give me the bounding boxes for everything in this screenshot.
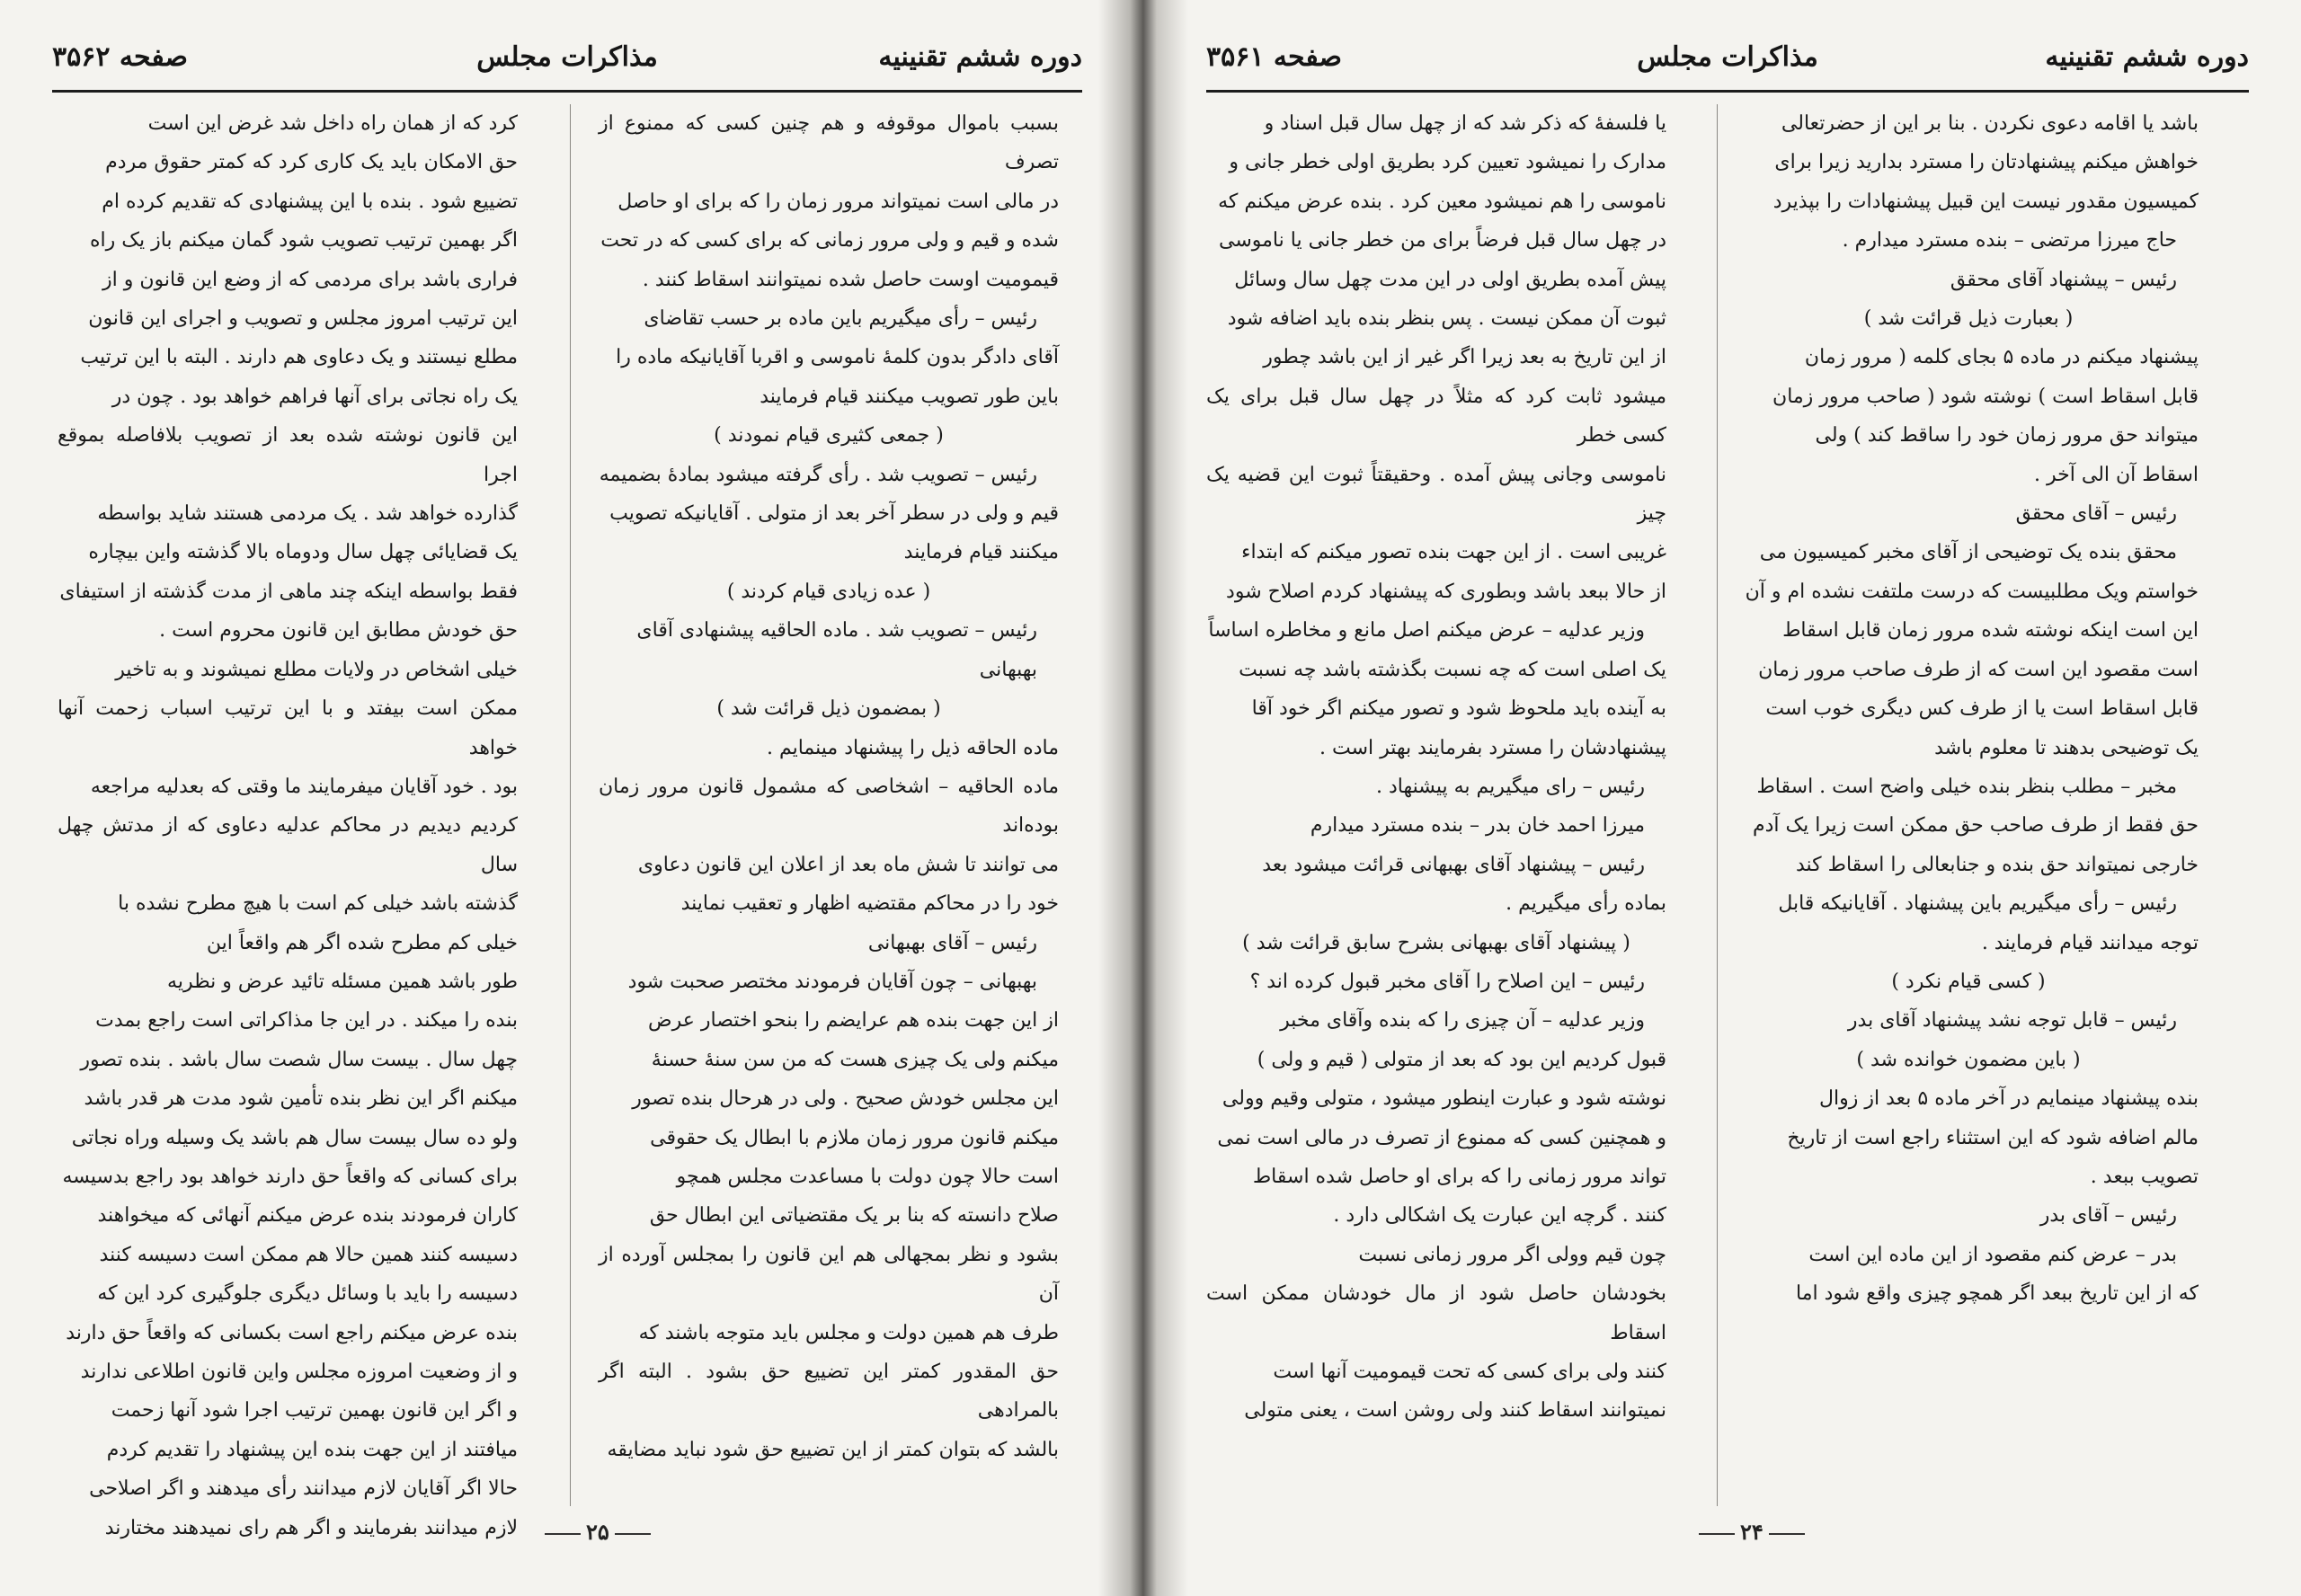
text-line: ( بمضمون ذیل قرائت شد ) [716,697,941,721]
left-page [0,0,1134,1596]
text-line: خارجی نمیتواند حق بنده و جنابعالی را اسقاط کند [1795,853,2199,876]
text-line: گذشته باشد خیلی کم است با هیچ مطرح نشده با [118,892,518,916]
text-line: میشود ثابت کرد که مثلاً در چهل سال قبل برای یک کسی خطر [1206,385,1666,448]
text-line: ناموسی وجانی پیش آمده . وحقیقتاً ثبوت این قضیه یک چیز [1206,463,1666,526]
text-line: آقای دادگر بدون کلمهٔ ناموسی و اقربا آقایانیکه ماده را [616,346,1059,369]
right-header-page-number: صفحه ۳۵۶۱ [1206,41,1342,73]
text-line: بماده رأی میگیریم . [1506,892,1666,916]
left-page-header [52,41,1082,86]
left-page-left-column [58,104,518,1539]
text-line: وزیر عدلیه – آن چیزی را که بنده وآقای مخبر [1280,1009,1645,1033]
right-page [1154,0,2301,1596]
text-line: میکنم اگر این نظر بنده تأمین شود مدت هر قدر باشد [84,1087,518,1111]
text-line: یا فلسفهٔ که ذکر شد که از چهل سال قبل اسناد و [1264,112,1666,135]
text-line: از این تاریخ به بعد زیرا اگر غیر از این باشد چطور [1263,346,1666,369]
text-line: رئیس – آقای بدر [2039,1204,2177,1228]
right-footer-number: ۲۴ [1740,1519,1764,1545]
text-line: رئیس – پیشنهاد آقای محقق [1950,268,2177,291]
text-line: حالا اگر آقایان لازم میدانند رأی میدهند و اگر اصلاحی [89,1477,518,1501]
text-line: رئیس – آقای بهبهانی [867,931,1037,954]
text-line: و از وضعیت امروزه مجلس واین قانون اطلاعی ندارند [80,1361,518,1383]
text-line: ( باین مضمون خوانده شد ) [1856,1048,2081,1071]
text-line: میرزا احمد خان بدر – بنده مسترد میدارم [1310,814,1645,838]
text-line: است حالا چون دولت با مساعدت مجلس همچو [676,1165,1059,1188]
text-line: میافتند از این جهت بنده این پیشنهاد را تقدیم کردم [106,1438,518,1461]
text-line: می توانند تا شش ماه بعد از اعلان این قانون دعاوی [637,853,1059,876]
text-line: قبول کردیم این بود که بعد از متولی ( قیم و ولی ) [1257,1048,1666,1071]
text-line: رئیس – تصویب شد . ماده الحاقیه پیشنهادی آقای [636,619,1037,643]
text-line: طرف هم همین دولت و مجلس باید متوجه باشند که [638,1321,1059,1344]
text-line: رئیس – رأی میگیریم باین ماده بر حسب تقاضای [644,307,1037,331]
text-line: است مقصود این است که از طرف صاحب مرور زمان [1758,658,2199,681]
text-line: که از این تاریخ ببعد اگر همچو چیزی واقع شود اما [1796,1282,2199,1306]
text-line: قابل اسقاط است ) نوشته شود ( صاحب مرور زمان [1772,385,2199,408]
text-line: حق المقدور کمتر این تضییع حق بشود . البته اگر بالمرادهی [599,1361,1059,1423]
text-line: چون قیم وولی اگر مرور زمانی نسبت [1358,1243,1666,1266]
text-line: کاران فرمودند بنده عرض میکنم آنهائی که میخواهند [97,1204,518,1228]
text-line: ( پیشنهاد آقای بهبهانی بشرح سابق قرائت شد ) [1242,931,1630,954]
text-line: مدارک را نمیشود تعیین کرد بطریق اولی خطر جانی و [1229,151,1666,174]
text-line: نوشته شود و عبارت اینطور میشود ، متولی وقیم وولی [1222,1087,1666,1111]
text-line: رئیس – پیشنهاد آقای بهبهانی قرائت میشود بعد [1262,853,1645,876]
right-page-left-column [1206,104,1666,1506]
text-line: رئیس – تصویب شد . رأی گرفته میشود بمادهٔ بضمیمه [599,463,1037,486]
left-header-journal: مذاکرات مجلس [476,41,658,73]
text-line: بشود و نظر بمجهالی هم این قانون را بمجلس آورده از آن [599,1243,1059,1306]
text-line: رئیس – این اصلاح را آقای مخبر قبول کرده اند ؟ [1249,970,1645,993]
text-line: گذارده خواهد شد . یک مردمی هستند شاید بواسطه [97,502,518,526]
text-line: یک توضیحی بدهند تا معلوم باشد [1934,736,2199,759]
text-line: باین طور تصویب میکنند قیام فرمایند [760,385,1059,408]
text-line: حاج میرزا مرتضی – بنده مسترد میدارم . [1842,229,2177,253]
text-line: قیمومیت اوست حاصل شده نمیتوانند اسقاط کنند . [642,268,1059,291]
text-line: تواند مرور زمانی را که برای او حاصل شده اسقاط [1252,1165,1666,1188]
text-line: رئیس – آقای محقق [2015,502,2177,526]
right-header-session: دوره ششم تقنینیه [2045,41,2249,73]
right-page-right-column [1738,104,2199,1506]
text-line: این قانون نوشته شده بعد از تصویب بلافاصله بموقع اجرا [58,424,518,486]
text-line: ماده الحاقیه – اشخاصی که مشمول قانون مرور زمان بوده‌اند [599,775,1059,838]
text-line: مخبر – مطلب بنظر بنده خیلی واضح است . اسقاط [1756,775,2177,798]
text-line: رئیس – قابل توجه نشد پیشنهاد آقای بدر [1847,1009,2177,1033]
text-line: کنند ولی برای کسی که تحت قیمومیت آنها است [1273,1361,1666,1383]
text-line: غریبی است . از این جهت بنده تصور میکنم که ابتداء [1241,541,1666,564]
text-line: شده و قیم و ولی مرور زمانی که برای کسی که در تحت [600,229,1059,253]
text-line: دسیسه را باید با وسائل دیگری جلوگیری کرد این که [97,1282,518,1306]
text-line: بنده را میکند . در این جا مذاکراتی است راجع بمدت [95,1009,518,1033]
left-page-footer [539,1519,656,1545]
text-line: بنده عرض میکنم راجع است بکسانی که واقعاً حق دارند [66,1321,518,1344]
text-line: از حالا ببعد باشد وبطوری که پیشنهاد کردم اصلاح شود [1226,580,1666,603]
text-line: قیم و ولی در سطر آخر بعد از متولی . آقایانیکه تصویب [609,502,1059,526]
text-line: مالم اضافه شود که این استثناء راجع است از تاریخ [1787,1126,2199,1149]
left-page-right-column [599,104,1059,1506]
text-line: ثبوت آن ممکن نیست . پس بنظر بنده باید اضافه شود [1227,307,1666,331]
right-page-column-divider [1717,104,1718,1506]
text-line: ( کسی قیام نکرد ) [1891,970,2046,993]
text-line: تضییع شود . بنده با این پیشنهادی که تقدیم کرده ام [102,190,518,213]
text-line: بدر – عرض کنم مقصود از این ماده این است [1808,1243,2177,1266]
text-line: یک راه نجاتی برای آنها فراهم خواهد بود . چون در [111,385,518,408]
text-line: بهبهانی [979,658,1037,681]
text-line: تصویب ببعد . [2090,1165,2199,1188]
text-line: یک اصلی است که چه نسبت بگذشته باشد چه نسبت [1239,658,1666,681]
text-line: ( عده زیادی قیام کردند ) [726,580,931,603]
text-line: این ترتیب امروز مجلس و تصویب و اجرای این قانون [88,307,518,331]
text-line: حق خودش مطابق این قانون محروم است . [159,619,518,643]
text-line: خیلی اشخاص در ولایات مطلع نمیشوند و به تاخیر [115,658,518,681]
text-line: پیش آمده بطریق اولی در این مدت چهل سال وسائل [1234,268,1666,291]
text-line: صلاح دانسته که بنا بر یک مقتضیاتی این ابطال حق [649,1204,1059,1228]
right-page-footer [1693,1519,1810,1545]
text-line: یک قضایائی چهل سال ودوماه بالا گذشته واین بیچاره [88,541,518,564]
text-line: برای کسانی که واقعاً حق دارند خواهد بود راجع بدسیسه [62,1165,518,1188]
text-line: فراری باشد برای مردمی که از وضع این قانون و از [102,268,518,291]
text-line: میکنم قانون مرور زمان ملازم با ابطال یک حقوقی [650,1126,1059,1149]
text-line: در مالی است نمیتواند مرور زمان را که برای او حاصل [617,190,1059,213]
text-line: این است اینکه نوشته شده مرور زمان قابل اسقاط [1782,619,2199,643]
text-line: قابل اسقاط است یا از طرف کس دیگری خوب است [1765,697,2199,721]
left-page-column-divider [570,104,571,1506]
text-line: کرد که از همان راه داخل شد غرض این است [147,112,518,135]
text-line: بنده پیشنهاد مینمایم در آخر ماده ۵ بعد از زوال [1819,1087,2199,1111]
text-line: ( بعبارت ذیل قرائت شد ) [1863,307,2074,331]
text-line: ماده الحاقه ذیل را پیشنهاد مینمایم . [766,736,1059,759]
text-line: ممکن است بیفتد و با این ترتیب اسباب زحمت آنها خواهد [58,697,518,759]
text-line: ناموسی را هم نمیشود معین کرد . بنده عرض میکنم که [1218,190,1666,213]
text-line: اسقاط آن الی آخر . [2034,463,2199,486]
text-line: حق الامکان باید یک کاری کرد که کمتر حقوق مردم [105,151,518,174]
text-line: پیشنهادشان را مسترد بفرمایند بهتر است . [1319,736,1666,759]
text-line: دسیسه کنند همین حالا هم ممکن است دسیسه کنند [99,1243,518,1266]
text-line: از این جهت بنده هم عرایضم را بنحو اختصار عرض [648,1009,1059,1033]
text-line: کمیسیون مقدور نیست این قبیل پیشنهادات را بپذیرد [1772,190,2199,213]
text-line: و اگر این قانون بهمین ترتیب اجرا شود آنها زحمت [111,1399,518,1423]
left-header-page-number: صفحه ۳۵۶۲ [52,41,188,73]
text-line: مطلع نیستند و یک دعاوی هم دارند . البته با این ترتیب [80,346,518,369]
text-line: توجه میدانند قیام فرمایند . [1981,931,2199,954]
text-line: پیشنهاد میکنم در ماده ۵ بجای کلمه ( مرور زمان [1804,346,2199,369]
text-line: به آینده باید ملحوظ شود و تصور میکنم اگر خود آقا [1251,697,1666,721]
right-page-header [1206,41,2249,86]
text-line: لازم میدانند بفرمایند و اگر هم رای نمیدهند مختارند [104,1516,518,1539]
text-line: فقط بواسطه اینکه چند ماهی از مدت گذشته از استیفای [59,580,518,603]
text-line: بسبب باموال موقوفه و هم چنین کسی که ممنوع از تصرف [599,112,1059,174]
right-header-journal: مذاکرات مجلس [1637,41,1818,73]
text-line: ولو ده سال بیست سال هم باشد یک وسیله وراه نجاتی [71,1126,518,1149]
text-line: طور باشد همین مسئله تائید عرض و نظریه [167,970,518,993]
text-line: میتواند حق مرور زمان خود را ساقط کند ) ولی [1815,424,2199,448]
text-line: کنند . گرچه این عبارت یک اشکالی دارد . [1333,1204,1666,1228]
text-line: میکنم ولی یک چیزی هست که من سن سنهٔ حسنهٔ [651,1048,1059,1071]
text-line: خیلی کم مطرح شده اگر هم واقعاً این [206,931,518,954]
text-line: در چهل سال قبل فرضاً برای من خطر جانی یا ناموسی [1219,229,1666,253]
text-line: محقق بنده یک توضیحی از آقای مخبر کمیسیون می [1759,541,2177,564]
text-line: نمیتوانند اسقاط کنند ولی روشن است ، یعنی متولی [1244,1399,1666,1423]
text-line: بخودشان حاصل شود از مال خودشان ممکن است اسقاط [1206,1282,1666,1344]
text-line: رئیس – رای میگیریم به پیشنهاد . [1375,775,1645,798]
left-footer-number: ۲۵ [586,1519,609,1545]
text-line: خود را در محاکم مقتضیه اظهار و تعقیب نمایند [680,892,1059,916]
text-line: حق فقط از طرف صاحب حق ممکن است زیرا یک آدم [1752,814,2199,838]
left-header-session: دوره ششم تقنینیه [878,41,1082,73]
text-line: کردیم دیدیم در محاکم عدلیه دعاوی که از مدتش چهل سال [58,814,518,876]
text-line: بالشد که بتوان کمتر از این تضییع حق شود نباید مضایقه [607,1438,1059,1461]
text-line: میکنند قیام فرمایند [903,541,1059,564]
text-line: بود . خود آقایان میفرمایند ما وقتی که بعدلیه مراجعه [90,775,518,798]
text-line: اگر بهمین ترتیب تصویب شود گمان میکنم باز یک راه [90,229,518,253]
text-line: خواهش میکنم پیشنهادتان را مسترد بدارید زیرا برای [1774,151,2199,174]
text-line: و همچنین کسی که ممنوع از تصرف در مالی است نمی [1217,1126,1666,1149]
text-line: وزیر عدلیه – عرض میکنم اصل مانع و مخاطره اساساً [1208,619,1645,643]
book-gutter [1098,0,1188,1596]
text-line: بهبهانی – چون آقایان فرمودند مختصر صحبت شود [627,970,1037,993]
left-header-rule [52,90,1082,93]
text-line: این مجلس خودش صحیح . ولی در هرحال بنده تصور [632,1087,1059,1111]
text-line: ( جمعی کثیری قیام نمودند ) [714,424,944,448]
text-line: خواستم ویک مطلبیست که درست ملتفت نشده ام و آن [1745,580,2199,603]
text-line: رئیس – رأی میگیریم باین پیشنهاد . آقایانیکه قابل [1778,892,2177,916]
right-header-rule [1206,90,2249,93]
text-line: باشد یا اقامه دعوی نکردن . بنا بر این از حضرتعالی [1781,112,2199,135]
text-line: چهل سال . بیست سال شصت سال باشد . بنده تصور [80,1048,518,1071]
